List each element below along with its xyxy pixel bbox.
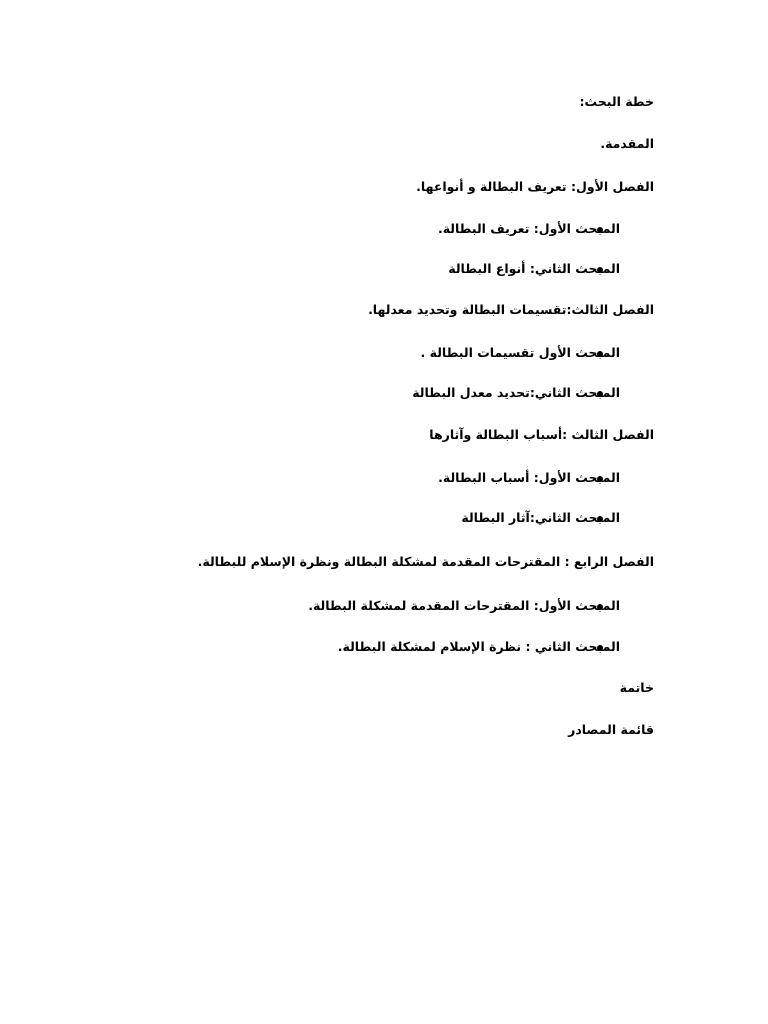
chapter-1-section-1: المبحث الأول: تعريف البطالة. [437,221,620,236]
references-heading: قائمة المصادر [568,722,654,737]
chapter-3-title: الفصل الثالث :أسباب البطالة وآثارها [429,427,654,442]
chapter-4-title: الفصل الرابع : المقترحات المقدمة لمشكلة البطالة ونظرة الإسلام للبطالة. [197,554,654,569]
chapter-3-section-2: المبحث الثاني:آثار البطالة [461,510,620,525]
conclusion-heading: خاتمة [619,680,654,695]
chapter-4-section-2: المبحث الثاني : نظرة الإسلام لمشكلة البطالة. [337,639,620,654]
chapter-4-section-1: المبحث الأول: المقترحات المقدمة لمشكلة البطالة. [308,598,620,613]
chapter-2-title: الفصل الثالث:تقسيمات البطالة وتحديد معدلها. [368,302,654,317]
chapter-2-section-1: المبحث الأول تقسيمات البطالة . [420,345,620,360]
chapter-2-section-2: المبحث الثاني:تحديد معدل البطالة [412,385,620,400]
introduction-heading: المقدمة. [600,136,654,151]
chapter-3-section-1: المبحث الأول: أسباب البطالة. [438,470,620,485]
plan-title: خطة البحث: [579,94,654,109]
chapter-1-title: الفصل الأول: تعريف البطالة و أنواعها. [416,179,654,194]
chapter-1-section-2: المبحث الثاني: أنواع البطالة [448,261,620,276]
